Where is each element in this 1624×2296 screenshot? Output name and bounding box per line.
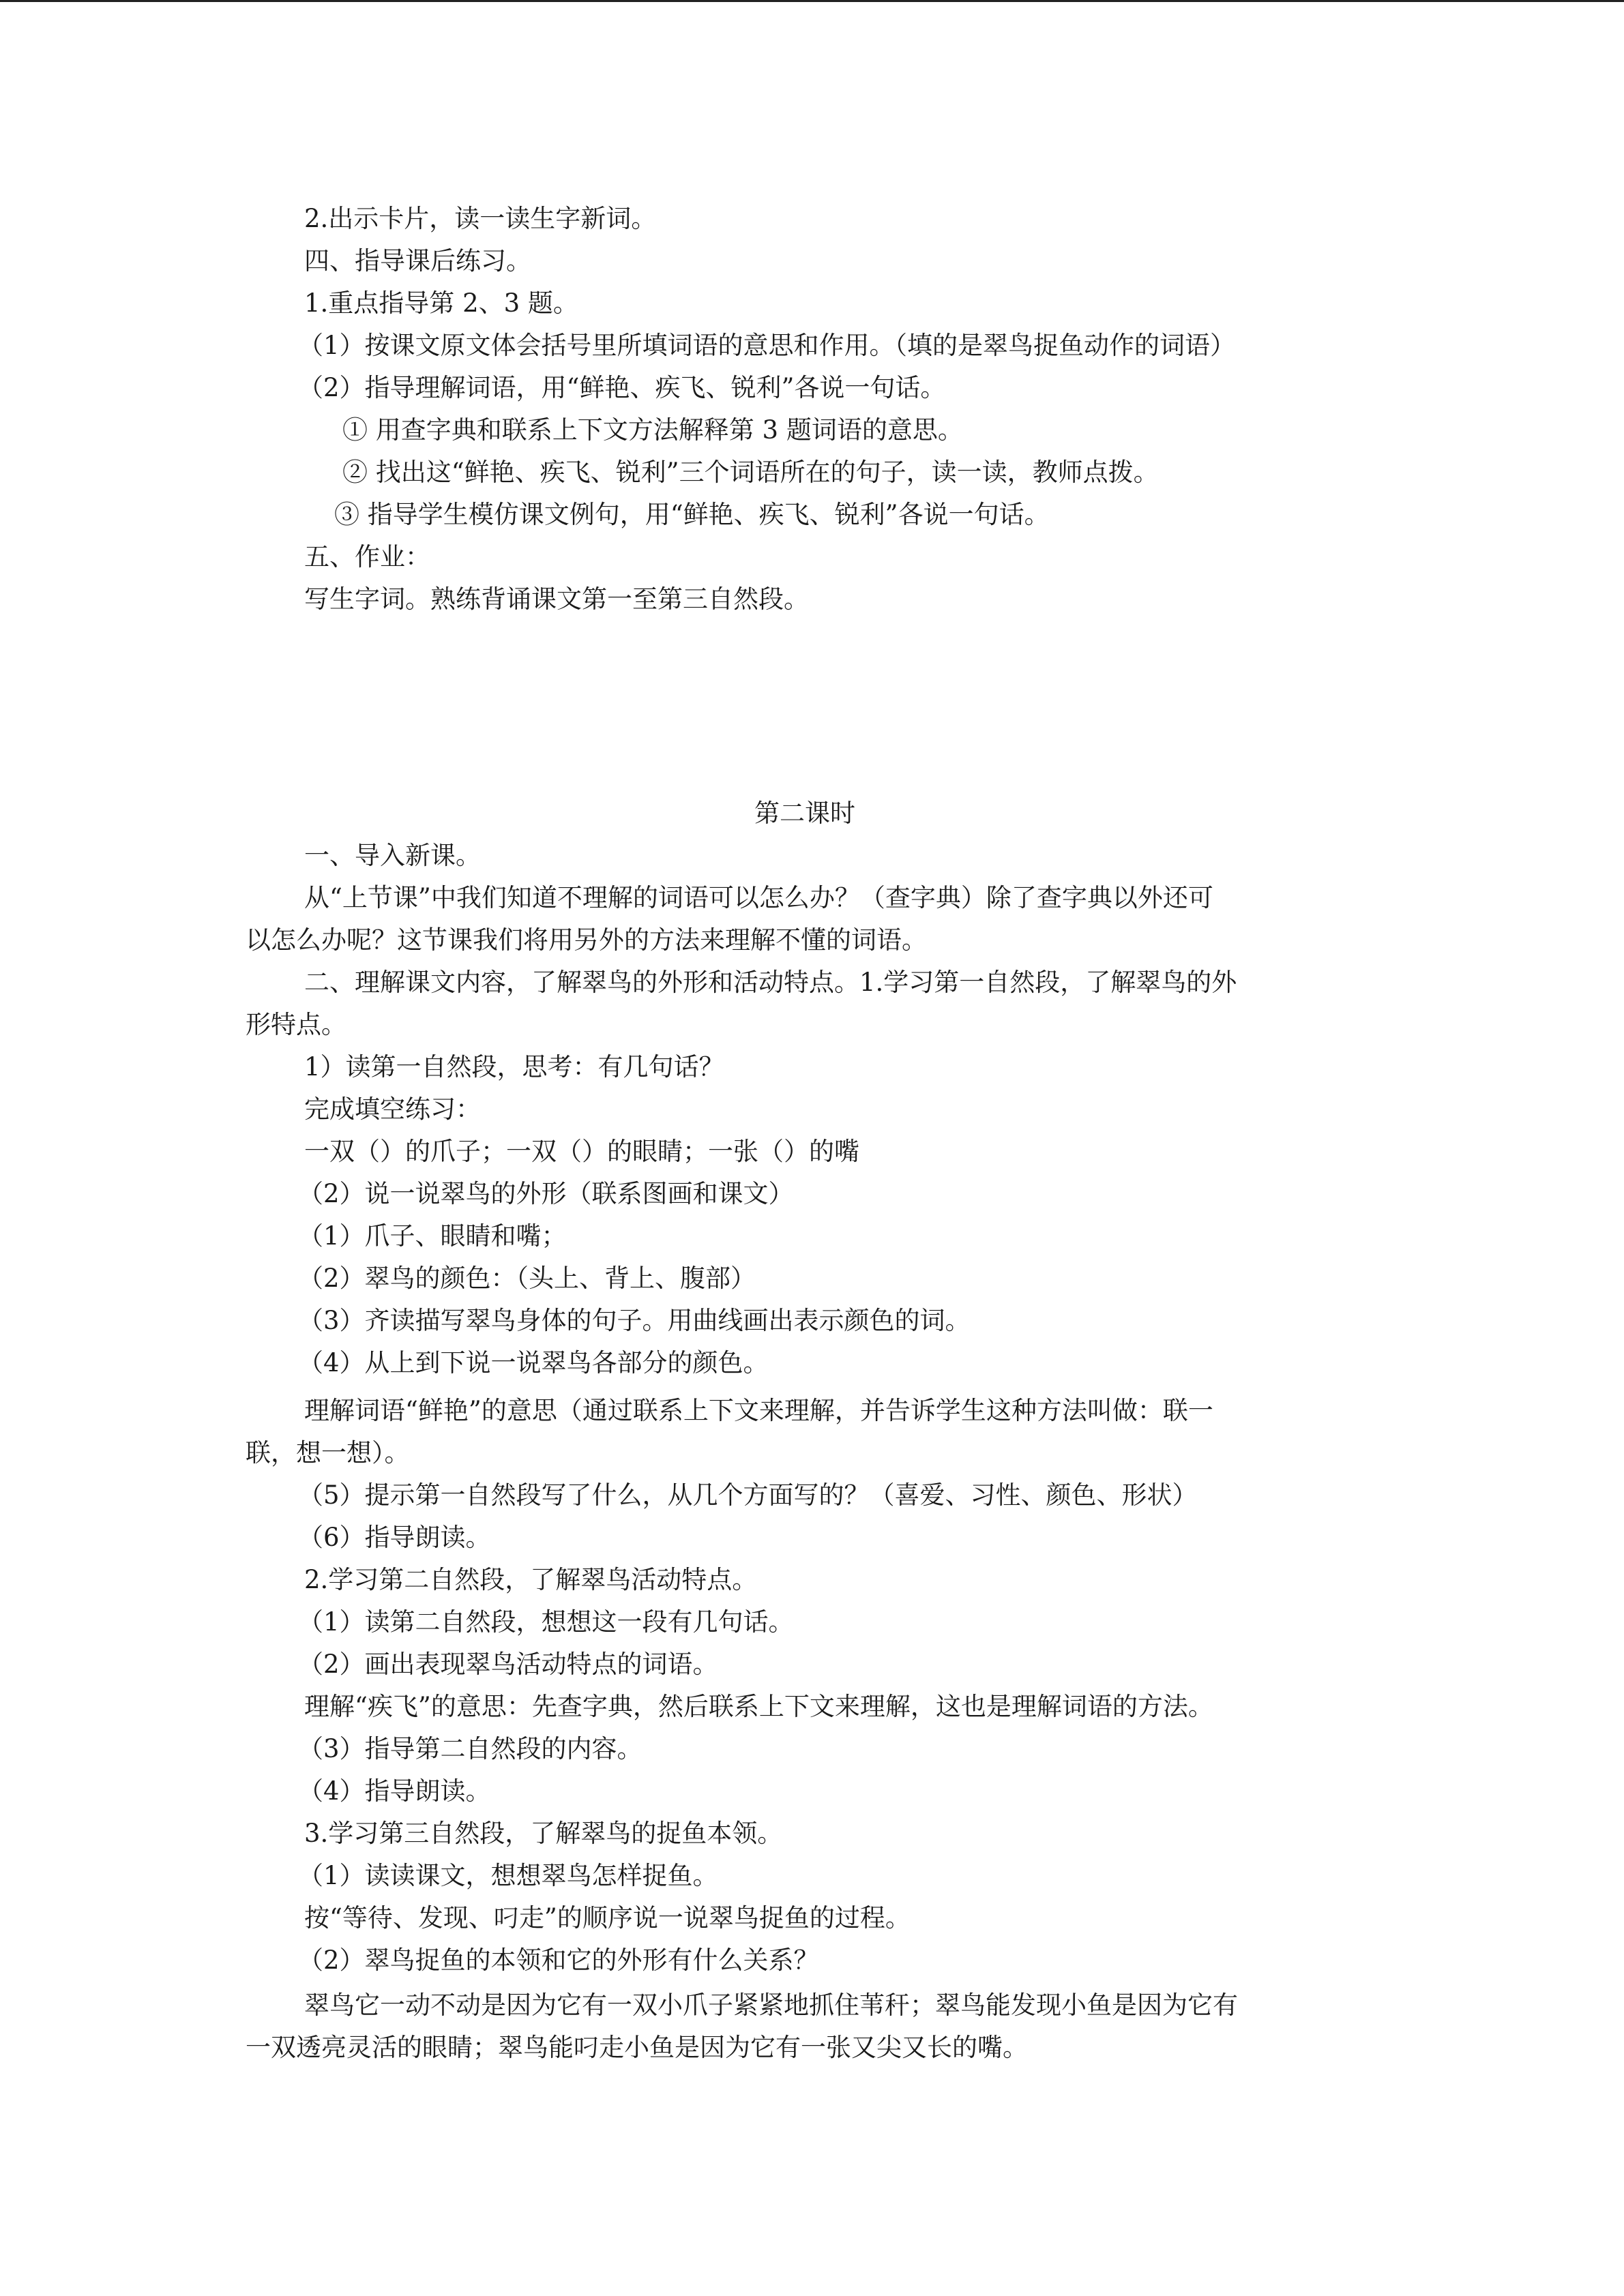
text-line: 以怎么办呢？这节课我们将用另外的方法来理解不懂的词语。 [246,925,927,955]
text-line: 写生字词。熟练背诵课文第一至第三自然段。 [304,584,809,614]
text-line: （2）画出表现翠鸟活动特点的词语。 [298,1650,718,1679]
text-line: 1）读第一自然段，思考：有几句话？ [304,1052,724,1082]
text-line: （1）读读课文，想想翠鸟怎样捉鱼。 [298,1861,718,1890]
section-heading: 二、理解课文内容，了解翠鸟的外形和活动特点。1.学习第一自然段，了解翠鸟的外 [304,968,1237,997]
text-line: （3）指导第二自然段的内容。 [298,1734,643,1763]
text-line: 理解词语“鲜艳”的意思（通过联系上下文来理解，并告诉学生这种方法叫做：联一 [304,1396,1213,1425]
text-line: 联，想一想）。 [246,1438,410,1467]
text-line: 翠鸟它一动不动是因为它有一双小爪子紧紧地抓住苇秆；翠鸟能发现小鱼是因为它有 [304,1991,1238,2020]
text-line: （3）齐读描写翠鸟身体的句子。用曲线画出表示颜色的词。 [298,1306,971,1335]
text-line: （2）指导理解词语，用“鲜艳、疾飞、锐利”各说一句话。 [298,373,946,402]
text-line: （2）说一说翠鸟的外形（联系图画和课文） [298,1179,794,1208]
text-line: （2）翠鸟捉鱼的本领和它的外形有什么关系？ [298,1945,819,1975]
lesson-title: 第二课时 [754,799,855,828]
page-top-border [0,0,1624,2]
text-line: （1）按课文原文体会括号里所填词语的意思和作用。（填的是翠鸟捉鱼动作的词语） [298,331,1236,360]
text-line: （4）指导朗读。 [298,1776,491,1806]
text-line: （6）指导朗读。 [298,1523,491,1552]
text-line: 完成填空练习： [304,1094,481,1124]
text-line: ③ 指导学生模仿课文例句，用“鲜艳、疾飞、锐利”各说一句话。 [334,500,1050,529]
text-line: 1.重点指导第 2、3 题。 [304,288,578,318]
text-line: ② 找出这“鲜艳、疾飞、锐利”三个词语所在的句子，读一读，教师点拨。 [342,458,1159,487]
text-line: （2）翠鸟的颜色：（头上、背上、腹部） [298,1264,756,1293]
text-line: 3.学习第三自然段，了解翠鸟的捉鱼本领。 [304,1819,783,1848]
text-line: （5）提示第一自然段写了什么，从几个方面写的？（喜爱、习性、颜色、形状） [298,1480,1198,1510]
text-line: 2.学习第二自然段，了解翠鸟活动特点。 [304,1565,758,1594]
text-line: （4）从上到下说一说翠鸟各部分的颜色。 [298,1348,769,1377]
text-line: 按“等待、发现、叼走”的顺序说一说翠鸟捉鱼的过程。 [304,1903,911,1933]
text-line: ① 用查字典和联系上下文方法解释第 3 题词语的意思。 [342,415,963,445]
section-heading: 四、指导课后练习。 [304,246,531,275]
text-line: 一双（）的爪子；一双（）的眼睛；一张（）的嘴 [304,1137,859,1166]
section-heading: 五、作业： [304,542,430,571]
section-heading: 一、导入新课。 [304,841,481,870]
text-line: 2.出示卡片，读一读生字新词。 [304,204,657,233]
text-line: 形特点。 [246,1010,346,1039]
text-line: 从“上节课”中我们知道不理解的词语可以怎么办？（查字典）除了查字典以外还可 [304,883,1213,912]
text-line: （1）爪子、眼睛和嘴； [298,1221,567,1251]
text-line: （1）读第二自然段，想想这一段有几句话。 [298,1607,794,1637]
text-line: 理解“疾飞”的意思：先查字典，然后联系上下文来理解，这也是理解词语的方法。 [304,1692,1213,1721]
text-line: 一双透亮灵活的眼睛；翠鸟能叼走小鱼是因为它有一张又尖又长的嘴。 [246,2033,1028,2062]
